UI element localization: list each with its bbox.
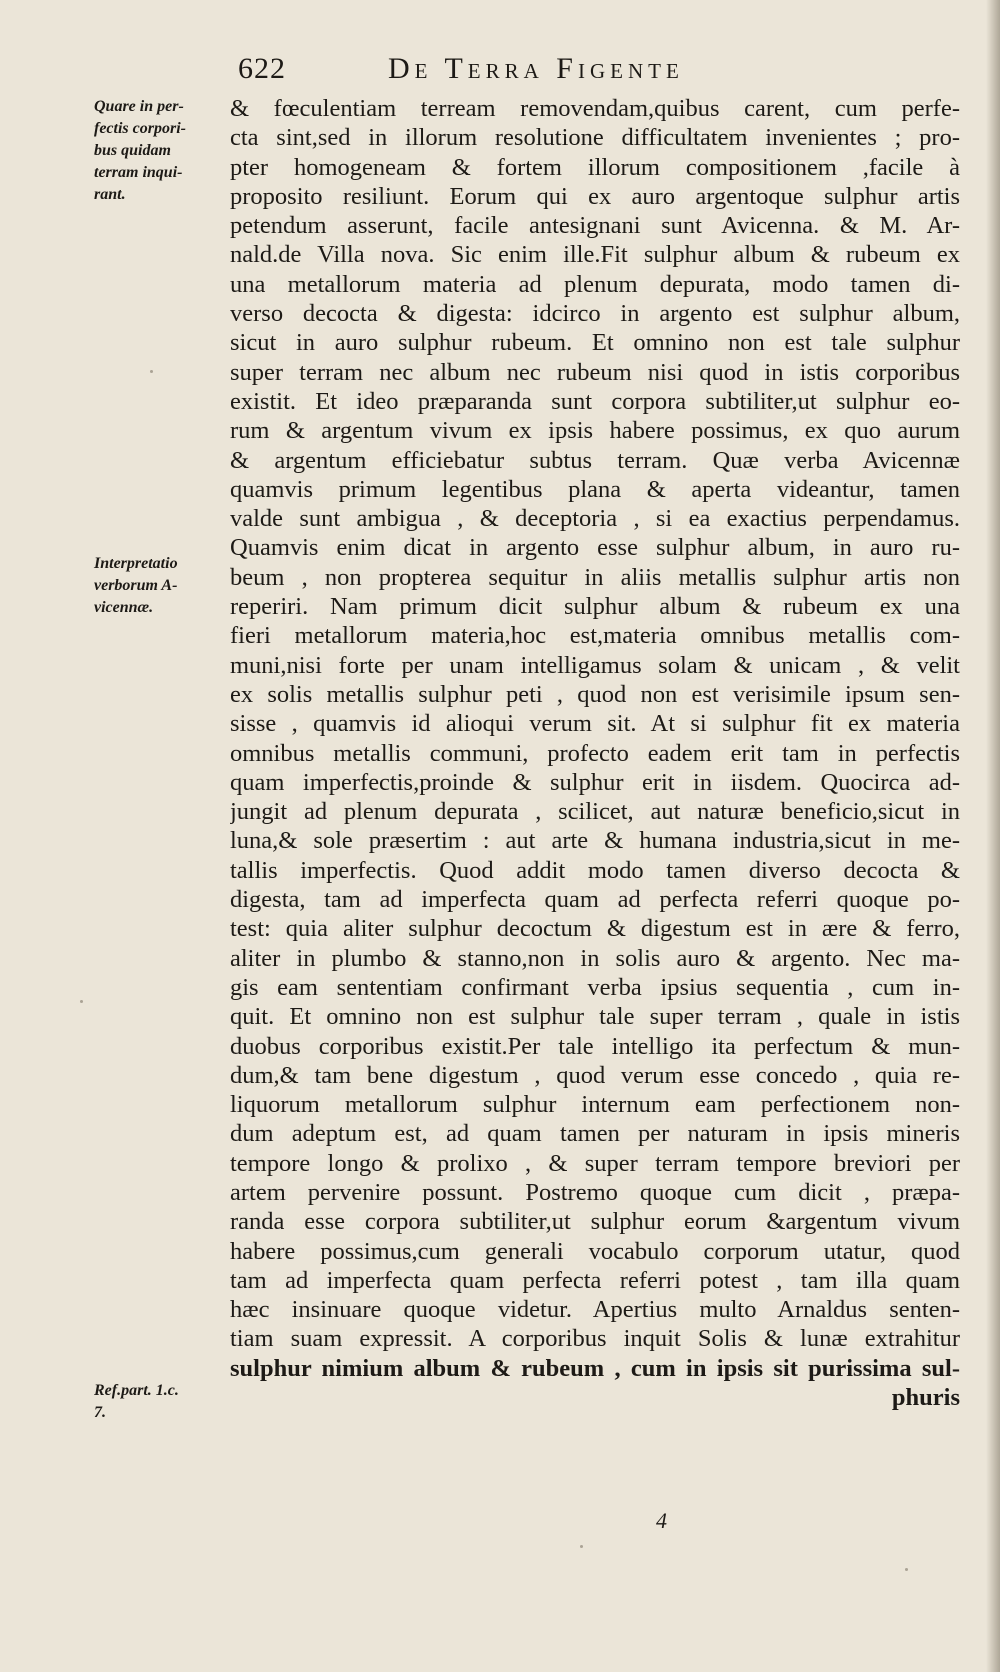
text-line: digesta, tam ad imperfecta quam ad perfecta referri quoque po- xyxy=(230,886,960,914)
text-line: tam ad imperfecta quam perfecta referri potest , tam illa quam xyxy=(230,1266,960,1294)
text-line: nald.de Villa nova. Sic enim ille.Fit sulphur album & rubeum ex xyxy=(230,241,960,269)
text-line: aliter in plumbo & stanno,non in solis auro & argento. Nec ma- xyxy=(230,944,960,972)
text-line: dum adeptum est, ad quam tamen per naturam in ipsis mineris xyxy=(230,1120,960,1148)
text-line: tiam suam expressit. A corporibus inquit Solis & lunæ extrahitur xyxy=(230,1325,960,1353)
text-line: sicut in auro sulphur rubeum. Et omnino non est tale sulphur xyxy=(230,329,960,357)
text-line: luna,& sole præsertim : aut arte & humana industria,sicut in me- xyxy=(230,827,960,855)
text-line: & argentum efficiebatur subtus terram. Quæ verba Avicennæ xyxy=(230,446,960,474)
text-line: ex solis metallis sulphur peti , quod non est verisimile ipsum sen- xyxy=(230,680,960,708)
marginal-note-2 xyxy=(94,553,228,619)
text-line: petendum asserunt, facile antesignani sunt Avicenna. & M. Ar- xyxy=(230,212,960,240)
text-line: una metallorum materia ad plenum depurata, modo tamen di- xyxy=(230,270,960,298)
paper-speck xyxy=(80,1000,83,1003)
marginal-note-line: 7. xyxy=(94,1404,106,1421)
paper-speck xyxy=(580,1545,583,1548)
text-line: tallis imperfectis. Quod addit modo tamen diverso decocta & xyxy=(230,856,960,884)
text-line: super terram nec album nec rubeum nisi quod in istis corporibus xyxy=(230,358,960,386)
paper-speck xyxy=(905,1568,908,1571)
text-line: quam imperfectis,proinde & sulphur erit in iisdem. Quocirca ad- xyxy=(230,768,960,796)
marginal-note-1 xyxy=(94,96,228,206)
page-header xyxy=(238,52,798,92)
text-line: sisse , quamvis id alioqui verum sit. At si sulphur fit ex materia xyxy=(230,710,960,738)
marginal-note-line: terram inqui- xyxy=(94,164,183,181)
text-line: cta sint,sed in illorum resolutione difficultatem invenientes ; pro- xyxy=(230,124,960,152)
text-line: rum & argentum vivum ex ipsis habere possimus, ex quo aurum xyxy=(230,417,960,445)
text-line: & fœculentiam terream removendam,quibus carent, cum perfe- xyxy=(230,95,960,122)
text-line: proposito resiliunt. Eorum qui ex auro argentoque sulphur artis xyxy=(230,182,960,210)
text-line: randa esse corpora subtiliter,ut sulphur eorum &argentum vivum xyxy=(230,1208,960,1236)
text-line: artem pervenire possunt. Postremo quoque cum dicit , præpa- xyxy=(230,1178,960,1206)
signature-mark: 4 xyxy=(656,1508,667,1533)
text-line: reperiri. Nam primum dicit sulphur album & rubeum ex una xyxy=(230,593,960,621)
marginal-note-line: bus quidam xyxy=(94,142,171,159)
text-line: muni,nisi forte per unam intelligamus solam & unicam , & velit xyxy=(230,651,960,679)
text-line: tempore longo & prolixo , & super terram tempore breviori per xyxy=(230,1149,960,1177)
running-title: De Terra Figente xyxy=(388,52,684,85)
text-line: beum , non propterea sequitur in aliis metallis sulphur artis non xyxy=(230,563,960,591)
page-number: 622 xyxy=(238,52,286,85)
page-edge-shadow xyxy=(986,0,1000,1672)
text-line: verso decocta & digesta: idcirco in argento est sulphur album, xyxy=(230,300,960,328)
text-line: duobus corporibus existit.Per tale intelligo ita perfectum & mun- xyxy=(230,1032,960,1060)
marginal-note-line: Interpretatio xyxy=(94,555,178,572)
marginal-note-line: fectis corpori- xyxy=(94,120,186,137)
text-line: Quamvis enim dicat in argento esse sulphur album, in auro ru- xyxy=(230,534,960,562)
text-line: fieri metallorum materia,hoc est,materia omnibus metallis com- xyxy=(230,622,960,650)
marginal-note-line: Ref.part. 1.c. xyxy=(94,1382,179,1399)
marginal-note-line: verborum A- xyxy=(94,577,178,594)
text-line: jungit ad plenum depurata , scilicet, aut naturæ beneficio,sicut in xyxy=(230,798,960,826)
text-line: quamvis primum legentibus plana & aperta videantur, tamen xyxy=(230,475,960,503)
text-line: dum,& tam bene digestum , quod verum esse concedo , quia re- xyxy=(230,1061,960,1089)
text-line: habere possimus,cum generali vocabulo corporum utatur, quod xyxy=(230,1237,960,1265)
marginal-note-line: Quare in per- xyxy=(94,98,184,115)
text-line: phuris xyxy=(891,1384,960,1412)
text-line: liquorum metallorum sulphur internum eam perfectionem non- xyxy=(230,1091,960,1119)
text-line: quit. Et omnino non est sulphur tale super terram , quale in istis xyxy=(230,1003,960,1031)
marginal-note-line: vicennæ. xyxy=(94,599,154,616)
text-line: valde sunt ambigua , & deceptoria , si ea exactius perpendamus. xyxy=(230,505,960,533)
paper-speck xyxy=(150,370,153,373)
text-line: omnibus metallis communi, profecto eadem erit tam in perfectis xyxy=(230,739,960,767)
text-line: test: quia aliter sulphur decoctum & digestum est in ære & ferro, xyxy=(230,915,960,943)
text-line: hæc insinuare quoque videtur. Apertius multo Arnaldus senten- xyxy=(230,1296,960,1324)
marginal-note-line: rant. xyxy=(94,186,126,203)
text-line: existit. Et ideo præparanda sunt corpora subtiliter,ut sulphur eo- xyxy=(230,387,960,415)
text-line: pter homogeneam & fortem illorum compositionem ,facile à xyxy=(230,153,960,181)
text-line: sulphur nimium album & rubeum , cum in ipsis sit purissima sul- xyxy=(230,1354,960,1382)
body-text xyxy=(230,94,960,1412)
marginal-note-3 xyxy=(94,1380,228,1424)
text-line: gis eam sententiam confirmant verba ipsius sequentia , cum in- xyxy=(230,973,960,1001)
